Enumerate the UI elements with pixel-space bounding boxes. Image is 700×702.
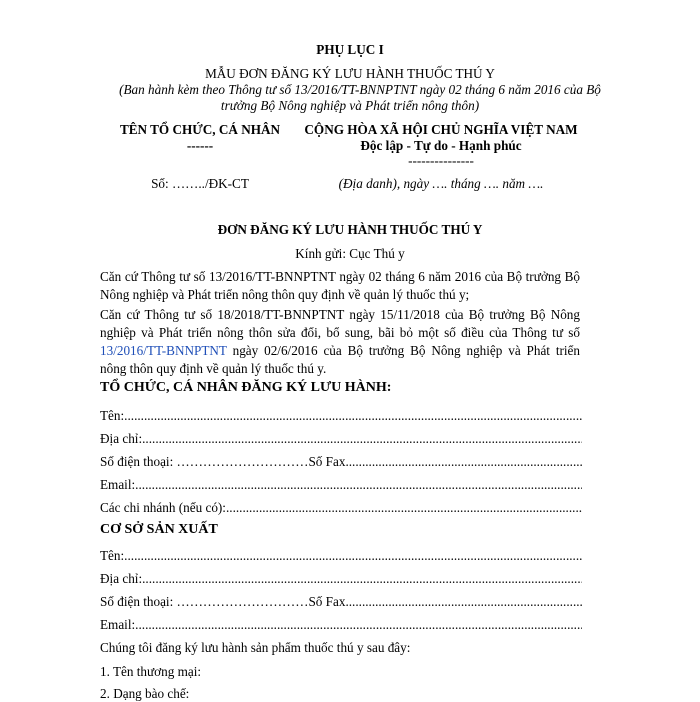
applicant-fax-label: Số Fax [308, 454, 346, 469]
dotted-line [345, 594, 582, 610]
manufacturer-phone-fax-field[interactable] [100, 594, 582, 610]
form-title: MẪU ĐƠN ĐĂNG KÝ LƯU HÀNH THUỐC THÚ Y [205, 66, 495, 81]
legal-basis-2-text: Căn cứ Thông tư số 18/2018/TT-BNNPTNT ngày 15/11/2018 của Bộ trưởng Bộ Nông nghiệp và Phát triển nông thôn sửa đổi, bổ sung, bãi bỏ một số điều của Thông tư số [100, 307, 580, 340]
section-applicant-heading: TỔ CHỨC, CÁ NHÂN ĐĂNG KÝ LƯU HÀNH: [100, 380, 392, 395]
manufacturer-name-label: Tên: [100, 548, 125, 563]
country-name: CỘNG HÒA XÃ HỘI CHỦ NGHĨA VIỆT NAM [304, 122, 578, 137]
applicant-branches-field[interactable] [100, 500, 582, 516]
subtitle-line-1: (Ban hành kèm theo Thông tư số 13/2016/TT-BNNPTNT ngày 02 tháng 6 năm 2016 của Bộ [119, 82, 601, 97]
manufacturer-email-label: Email: [100, 617, 136, 632]
dotted-line [226, 500, 582, 516]
org-rule: ------ [186, 138, 214, 153]
applicant-address-label: Địa chỉ: [100, 431, 143, 446]
dotted-line [124, 548, 582, 564]
legal-basis-1: Căn cứ Thông tư số 13/2016/TT-BNNPTNT ngày 02 tháng 6 năm 2016 của Bộ trưởng Bộ Nông nghiệp và Phát triển nông thôn quy định về quản lý thuốc thú y; [100, 269, 580, 302]
dotted-line [142, 431, 582, 447]
legal-basis-2 [100, 306, 580, 378]
place-date: (Địa danh), ngày …. tháng …. năm …. [338, 176, 544, 191]
appendix-heading: PHỤ LỤC I [316, 42, 384, 57]
manufacturer-phone-label: Số điện thoại: ………………………… [100, 594, 309, 609]
applicant-address-field[interactable] [100, 431, 582, 447]
motto-rule: --------------- [408, 153, 474, 168]
section-manufacturer-heading: CƠ SỞ SẢN XUẤT [100, 522, 218, 537]
document-title: ĐƠN ĐĂNG KÝ LƯU HÀNH THUỐC THÚ Y [217, 222, 483, 237]
recipient: Kính gửi: Cục Thú y [295, 246, 405, 261]
dotted-line [124, 408, 582, 424]
manufacturer-fax-label: Số Fax [308, 594, 346, 609]
dotted-line [345, 454, 582, 470]
declaration: Chúng tôi đăng ký lưu hành sản phẩm thuốc thú y sau đây: [100, 640, 411, 655]
applicant-phone-fax-field[interactable] [100, 454, 582, 470]
dotted-line [135, 617, 582, 633]
applicant-email-label: Email: [100, 477, 136, 492]
circular-link[interactable]: 13/2016/TT-BNNPTNT [100, 343, 227, 358]
applicant-phone-label: Số điện thoại: ………………………… [100, 454, 309, 469]
subtitle-line-2: trưởng Bộ Nông nghiệp và Phát triển nông thôn) [220, 98, 480, 113]
dotted-line [135, 477, 582, 493]
document-number: Số: ……../ĐK-CT [151, 176, 249, 191]
manufacturer-name-field[interactable] [100, 548, 582, 564]
applicant-email-field[interactable] [100, 477, 582, 493]
manufacturer-address-field[interactable] [100, 571, 582, 587]
manufacturer-address-label: Địa chỉ: [100, 571, 143, 586]
item-trade-name: 1. Tên thương mại: [100, 664, 202, 679]
applicant-name-field[interactable] [100, 408, 582, 424]
dotted-line [142, 571, 582, 587]
motto: Độc lập - Tự do - Hạnh phúc [360, 138, 522, 153]
legal-basis-2-tail: ngày 02/6/2016 của Bộ trưởng Bộ Nông nghiệp và Phát triển nông thôn quy định về quản lý thuốc thú y. [100, 343, 580, 376]
applicant-name-label: Tên: [100, 408, 125, 423]
manufacturer-email-field[interactable] [100, 617, 582, 633]
applicant-branches-label: Các chi nhánh (nếu có): [100, 500, 226, 515]
item-dosage-form: 2. Dạng bào chế: [100, 686, 190, 701]
org-name: TÊN TỔ CHỨC, CÁ NHÂN [119, 122, 281, 137]
